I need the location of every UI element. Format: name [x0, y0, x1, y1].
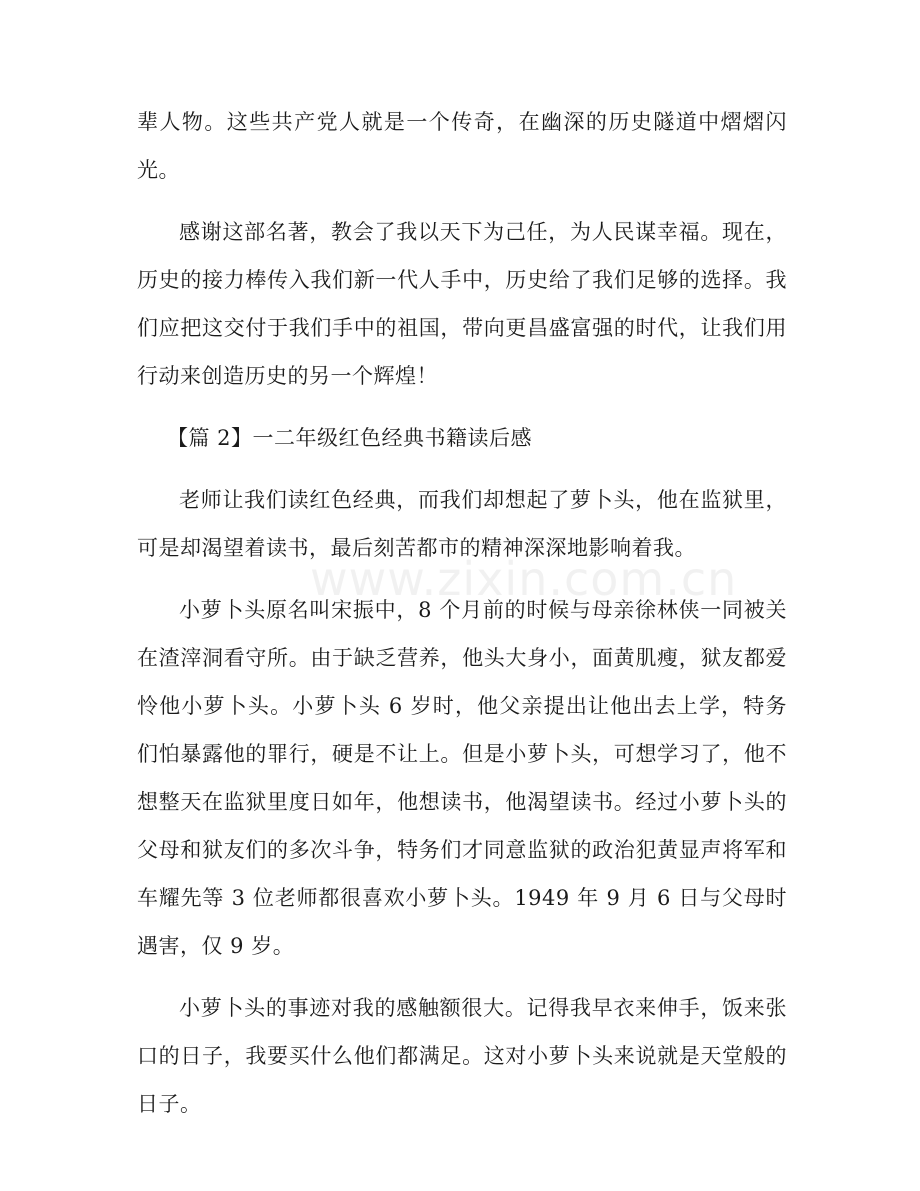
section-heading: 【篇 2】一二年级红色经典书籍读后感 — [167, 426, 533, 450]
paragraph-thanks: 感谢这部名著，教会了我以天下为己任，为人民谋幸福。现在，历史的接力棒传入我们新一代人手中，历史给了我们足够的选择。我们应把这交付于我们手中的祖国，带向更昌盛富强的时代，让我们用行动来创造历史的另一个辉煌！ — [137, 220, 787, 388]
paragraph-reflection: 小萝卜头的事迹对我的感触额很大。记得我早衣来伸手，饭来张口的日子，我要买什么他们都满足。这对小萝卜头来说就是天堂般的日子。 — [137, 996, 787, 1116]
paragraph-continuation: 辈人物。这些共产党人就是一个传奇，在幽深的历史隧道中熠熠闪光。 — [137, 110, 787, 182]
watermark: www.zixin.com.cn — [310, 552, 738, 606]
paragraph-teacher: 老师让我们读红色经典，而我们却想起了萝卜头，他在监狱里，可是却渴望着读书，最后刻苦都市的精神深深地影响着我。 — [137, 488, 787, 560]
paragraph-story: 小萝卜头原名叫宋振中，8 个月前的时候与母亲徐林侠一同被关在渣滓洞看守所。由于缺乏营养，他头大身小，面黄肌瘦，狱友都爱怜他小萝卜头。小萝卜头 6 岁时，他父亲提出让他出去上学，特务们怕暴露他的罪行，硬是不让上。但是小萝卜头，可想学习了，他不想整天在监狱里度日如年，他想读书，他渴望读书。经过小萝卜头的父母和狱友们的多次斗争，特务们才同意监狱的政治犯黄显声将军和车耀先等 3 位老师都很喜欢小萝卜头。1949 年 9 月 6 日与父母时遇害，仅 9 岁。 — [137, 598, 787, 958]
document-body — [137, 98, 787, 1142]
